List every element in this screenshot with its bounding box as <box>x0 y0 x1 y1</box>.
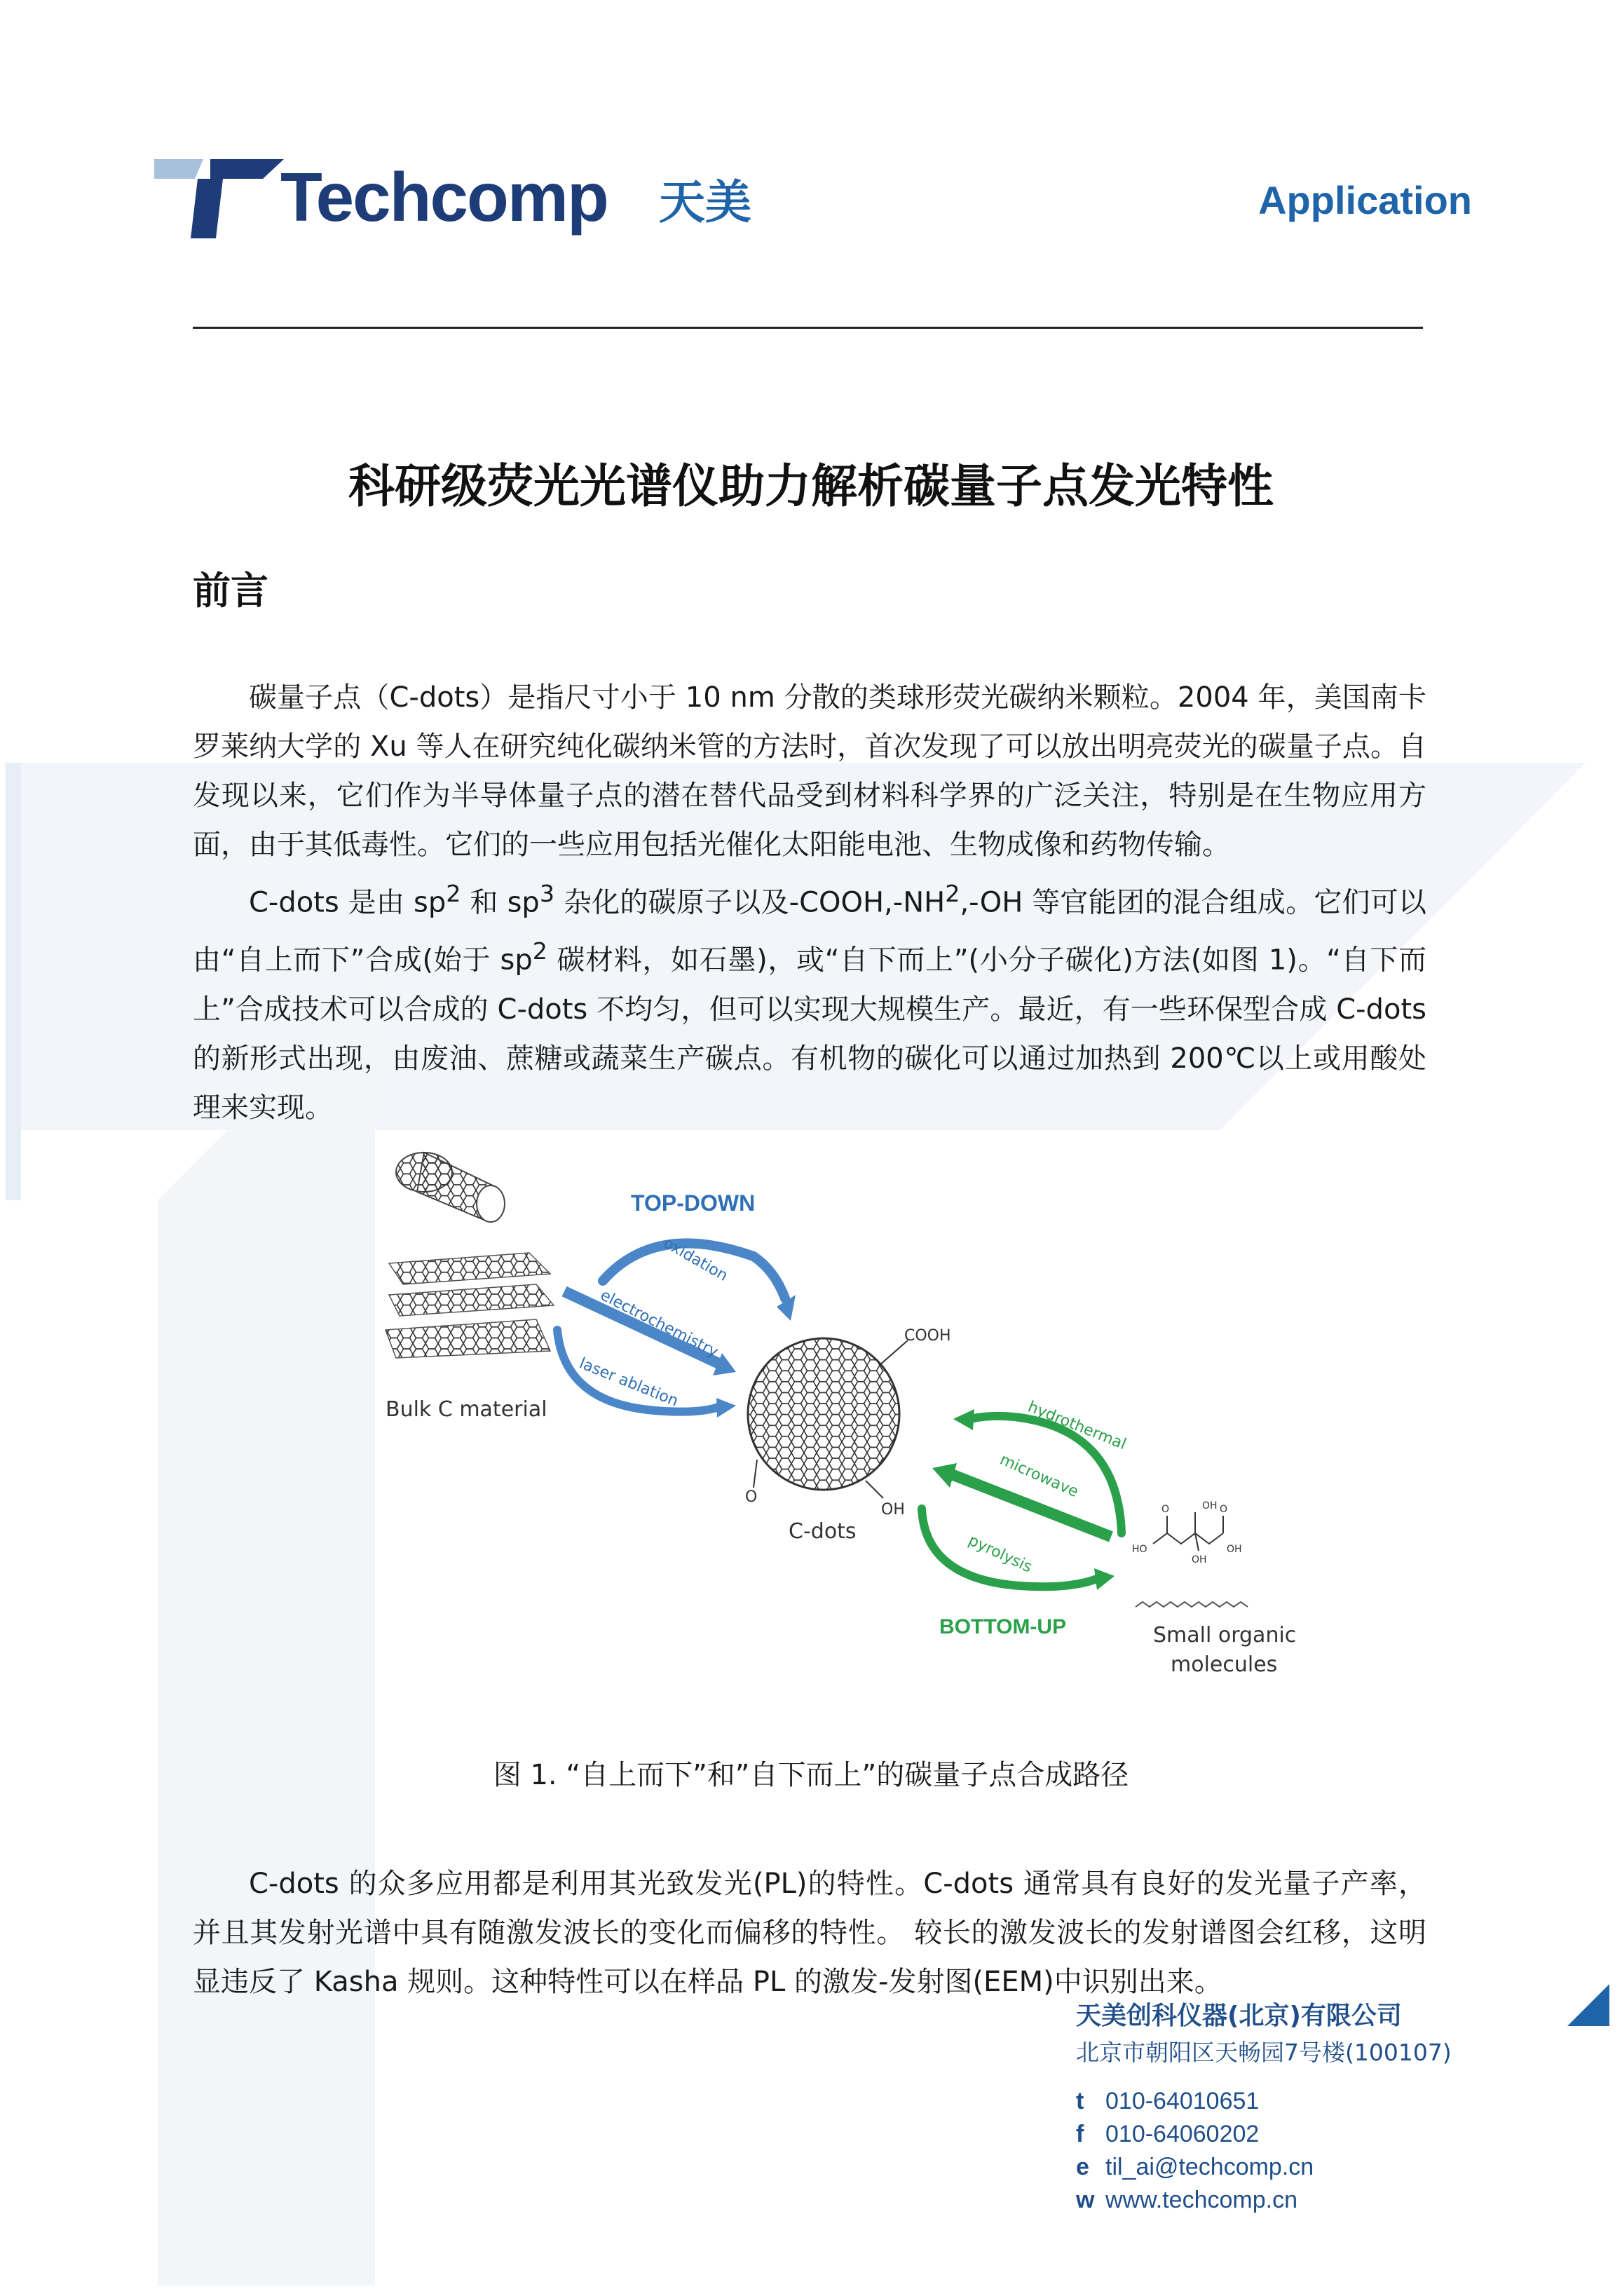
mol-o-right-label: O <box>1220 1504 1228 1515</box>
figure-caption: 图 1. “自上而下”和”自下而上”的碳量子点合成路径 <box>493 1759 1129 1791</box>
electrochemistry-label: electrochemistry <box>597 1286 721 1361</box>
phone-value: 010-64010651 <box>1105 2088 1260 2114</box>
document-title: 科研级荧光光谱仪助力解析碳量子点发光特性 <box>348 459 1274 513</box>
contact-website <box>1076 2184 1567 2217</box>
bulk-label: Bulk C material <box>386 1397 547 1422</box>
website-value[interactable]: www.techcomp.cn <box>1105 2187 1297 2213</box>
cdots-label: C-dots <box>789 1519 857 1544</box>
bottom-up-label: BOTTOM-UP <box>939 1615 1067 1638</box>
company-footer <box>1076 1998 1567 2217</box>
mol-o-left-label: O <box>1161 1504 1170 1515</box>
corner-triangle <box>1567 1984 1609 2026</box>
pyrolysis-label: pyrolysis <box>965 1531 1035 1577</box>
email-value[interactable]: til_ai@techcomp.cn <box>1105 2154 1314 2180</box>
mol-oh-top-label: OH <box>1202 1500 1218 1512</box>
techcomp-logo <box>154 151 785 242</box>
company-name: 天美创科仪器(北京)有限公司 <box>1076 2002 1402 2030</box>
oh-label: OH <box>881 1501 905 1519</box>
o-label: O <box>745 1488 758 1506</box>
brand-name: Techcomp <box>280 158 608 236</box>
paragraph-photoluminescence: C-dots 的众多应用都是利用其光致发光(PL)的特性。C-dots 通常具有良好的发光量子产率，并且其发射光谱中具有随激发波长的变化而偏移的特性。 较长的激发波长的发射谱图会红移，这明显违反了 Kasha 规则。这种特性可以在样品 PL 的激发-发射图(EEM)中识别出来。 <box>193 1868 1426 1998</box>
microwave-label: microwave <box>997 1451 1082 1502</box>
hydrothermal-label: hydrothermal <box>1025 1398 1129 1454</box>
page-header <box>154 151 1472 256</box>
header-divider <box>193 327 1423 329</box>
p2-sup-4: 2 <box>532 937 547 965</box>
mol-ho-label: HO <box>1132 1544 1147 1555</box>
p2-sup-1: 2 <box>446 880 461 907</box>
section-heading: 前言 <box>193 569 268 613</box>
mol-oh-right-label: OH <box>1227 1544 1242 1555</box>
contact-fax <box>1076 2118 1567 2151</box>
top-down-label: TOP-DOWN <box>631 1190 756 1216</box>
brand-name-cn: 天美 <box>659 175 751 229</box>
paragraph-intro: 碳量子点（C-dots）是指尺寸小于 10 nm 分散的类球形荧光碳纳米颗粒。2004 年，美国南卡罗莱纳大学的 Xu 等人在研究纯化碳纳米管的方法时，首次发现了可以放出明亮荧光的碳量子点。自发现以来，它们作为半导体量子点的潜在替代品受到材料科学界的广泛关注，特别是在生物应用方面，由于其低毒性。它们的一些应用包括光催化太阳能电池、生物成像和药物传输。 <box>193 681 1426 861</box>
small-molecules-label-2: molecules <box>1171 1652 1278 1677</box>
contact-email <box>1076 2151 1567 2184</box>
website-key: w <box>1076 2187 1095 2213</box>
wavy-divider <box>1136 1602 1248 1607</box>
mol-oh-bottom-label: OH <box>1192 1554 1207 1565</box>
oxidation-label: oxidation <box>660 1234 731 1285</box>
citric-acid-structure <box>1153 1512 1223 1551</box>
small-molecules-label-1: Small organic <box>1153 1623 1297 1648</box>
contact-phone <box>1076 2085 1567 2118</box>
cooh-label: COOH <box>904 1327 951 1345</box>
p2-sup-3: 2 <box>945 880 960 907</box>
bulk-carbon-illustration <box>386 1153 554 1358</box>
fax-value: 010-64060202 <box>1105 2121 1260 2147</box>
company-address: 北京市朝阳区天畅园7号楼(100107) <box>1076 2039 1452 2066</box>
p2-text-a: C-dots 是由 sp <box>249 886 447 919</box>
fax-key: f <box>1076 2121 1084 2147</box>
p2-sup-2: 3 <box>539 880 555 907</box>
laser-ablation-label: laser ablation <box>576 1354 681 1411</box>
p2-text-e: 碳材料，如石墨)，或“自下而上”(小分子碳化)方法(如图 1)。“自下而上”合成技术可以合成的 C-dots 不均匀，但可以实现大规模生产。最近，有一些环保型合成 C-dots 的新形式出现，由废油、蔗糖或蔬菜生产碳点。有机物的碳化可以通过加热到 200℃以上或用酸处理来实现。 <box>193 944 1426 1124</box>
phone-key: t <box>1076 2088 1084 2114</box>
figure-synthesis-routes <box>375 1130 1297 1698</box>
figure-diagram <box>375 1130 1297 1698</box>
section-label: Application <box>1258 178 1472 222</box>
paragraph-synthesis <box>193 869 1426 1132</box>
p2-text-c: 杂化的碳原子以及-COOH,-NH <box>554 886 946 919</box>
email-key: e <box>1076 2154 1089 2180</box>
p2-text-b: 和 sp <box>461 886 540 919</box>
cdot-illustration <box>747 1337 908 1498</box>
p2-text-d: ,-OH 等官能团的混合组成。它们可以由“自上而下”合成(始于 sp <box>193 886 1426 977</box>
